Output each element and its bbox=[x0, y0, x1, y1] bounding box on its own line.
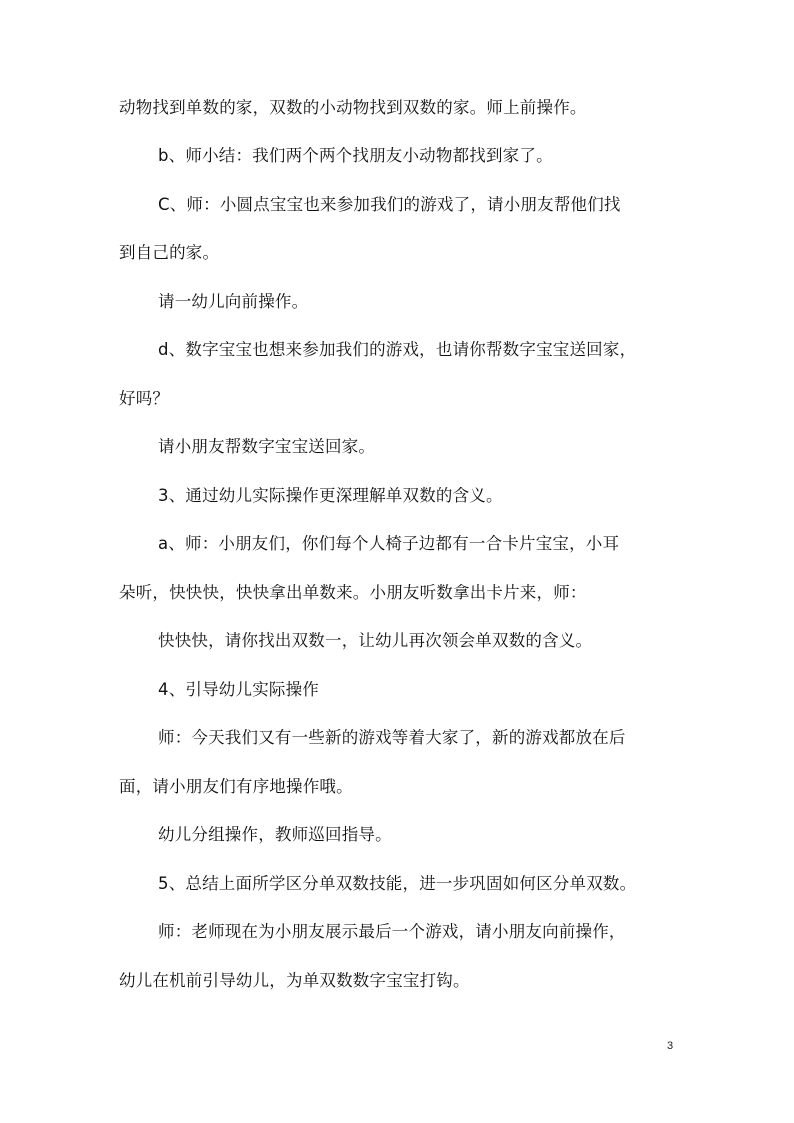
text-line: C、师：小圆点宝宝也来参加我们的游戏了，请小朋友帮他们找 bbox=[158, 195, 621, 214]
text-line: d、数字宝宝也想来参加我们的游戏，也请你帮数字宝宝送回家， bbox=[158, 340, 637, 359]
text-line: 师：今天我们又有一些新的游戏等着大家了，新的游戏都放在后 bbox=[158, 728, 626, 747]
text-line: 4、引导幼儿实际操作 bbox=[158, 680, 319, 699]
text-line: 师：老师现在为小朋友展示最后一个游戏，请小朋友向前操作， bbox=[158, 922, 626, 941]
text-line: 幼儿在机前引导幼儿，为单双数数字宝宝打钩。 bbox=[119, 971, 470, 990]
page-number: 3 bbox=[667, 1040, 674, 1052]
text-line: 动物找到单数的家，双数的小动物找到双数的家。师上前操作。 bbox=[119, 98, 587, 117]
text-line: 好吗？ bbox=[119, 389, 170, 408]
text-line: 到自己的家。 bbox=[119, 243, 220, 262]
text-line: 朵听，快快快，快快拿出单数来。小朋友听数拿出卡片来，师： bbox=[119, 583, 587, 602]
text-line: 面，请小朋友们有序地操作哦。 bbox=[119, 777, 353, 796]
text-line: 请一幼儿向前操作。 bbox=[158, 292, 309, 311]
text-line: 5、总结上面所学区分单双数技能，进一步巩固如何区分单双数。 bbox=[158, 874, 637, 893]
text-line: b、师小结：我们两个两个找朋友小动物都找到家了。 bbox=[158, 146, 553, 165]
text-line: 快快快，请你找出双数一，让幼儿再次领会单双数的含义。 bbox=[158, 631, 593, 650]
text-line: 幼儿分组操作，教师巡回指导。 bbox=[158, 825, 392, 844]
text-line: 3、通过幼儿实际操作更深理解单双数的含义。 bbox=[158, 486, 503, 505]
text-line: a、师：小朋友们，你们每个人椅子边都有一合卡片宝宝，小耳 bbox=[158, 534, 620, 553]
text-line: 请小朋友帮数字宝宝送回家。 bbox=[158, 437, 376, 456]
